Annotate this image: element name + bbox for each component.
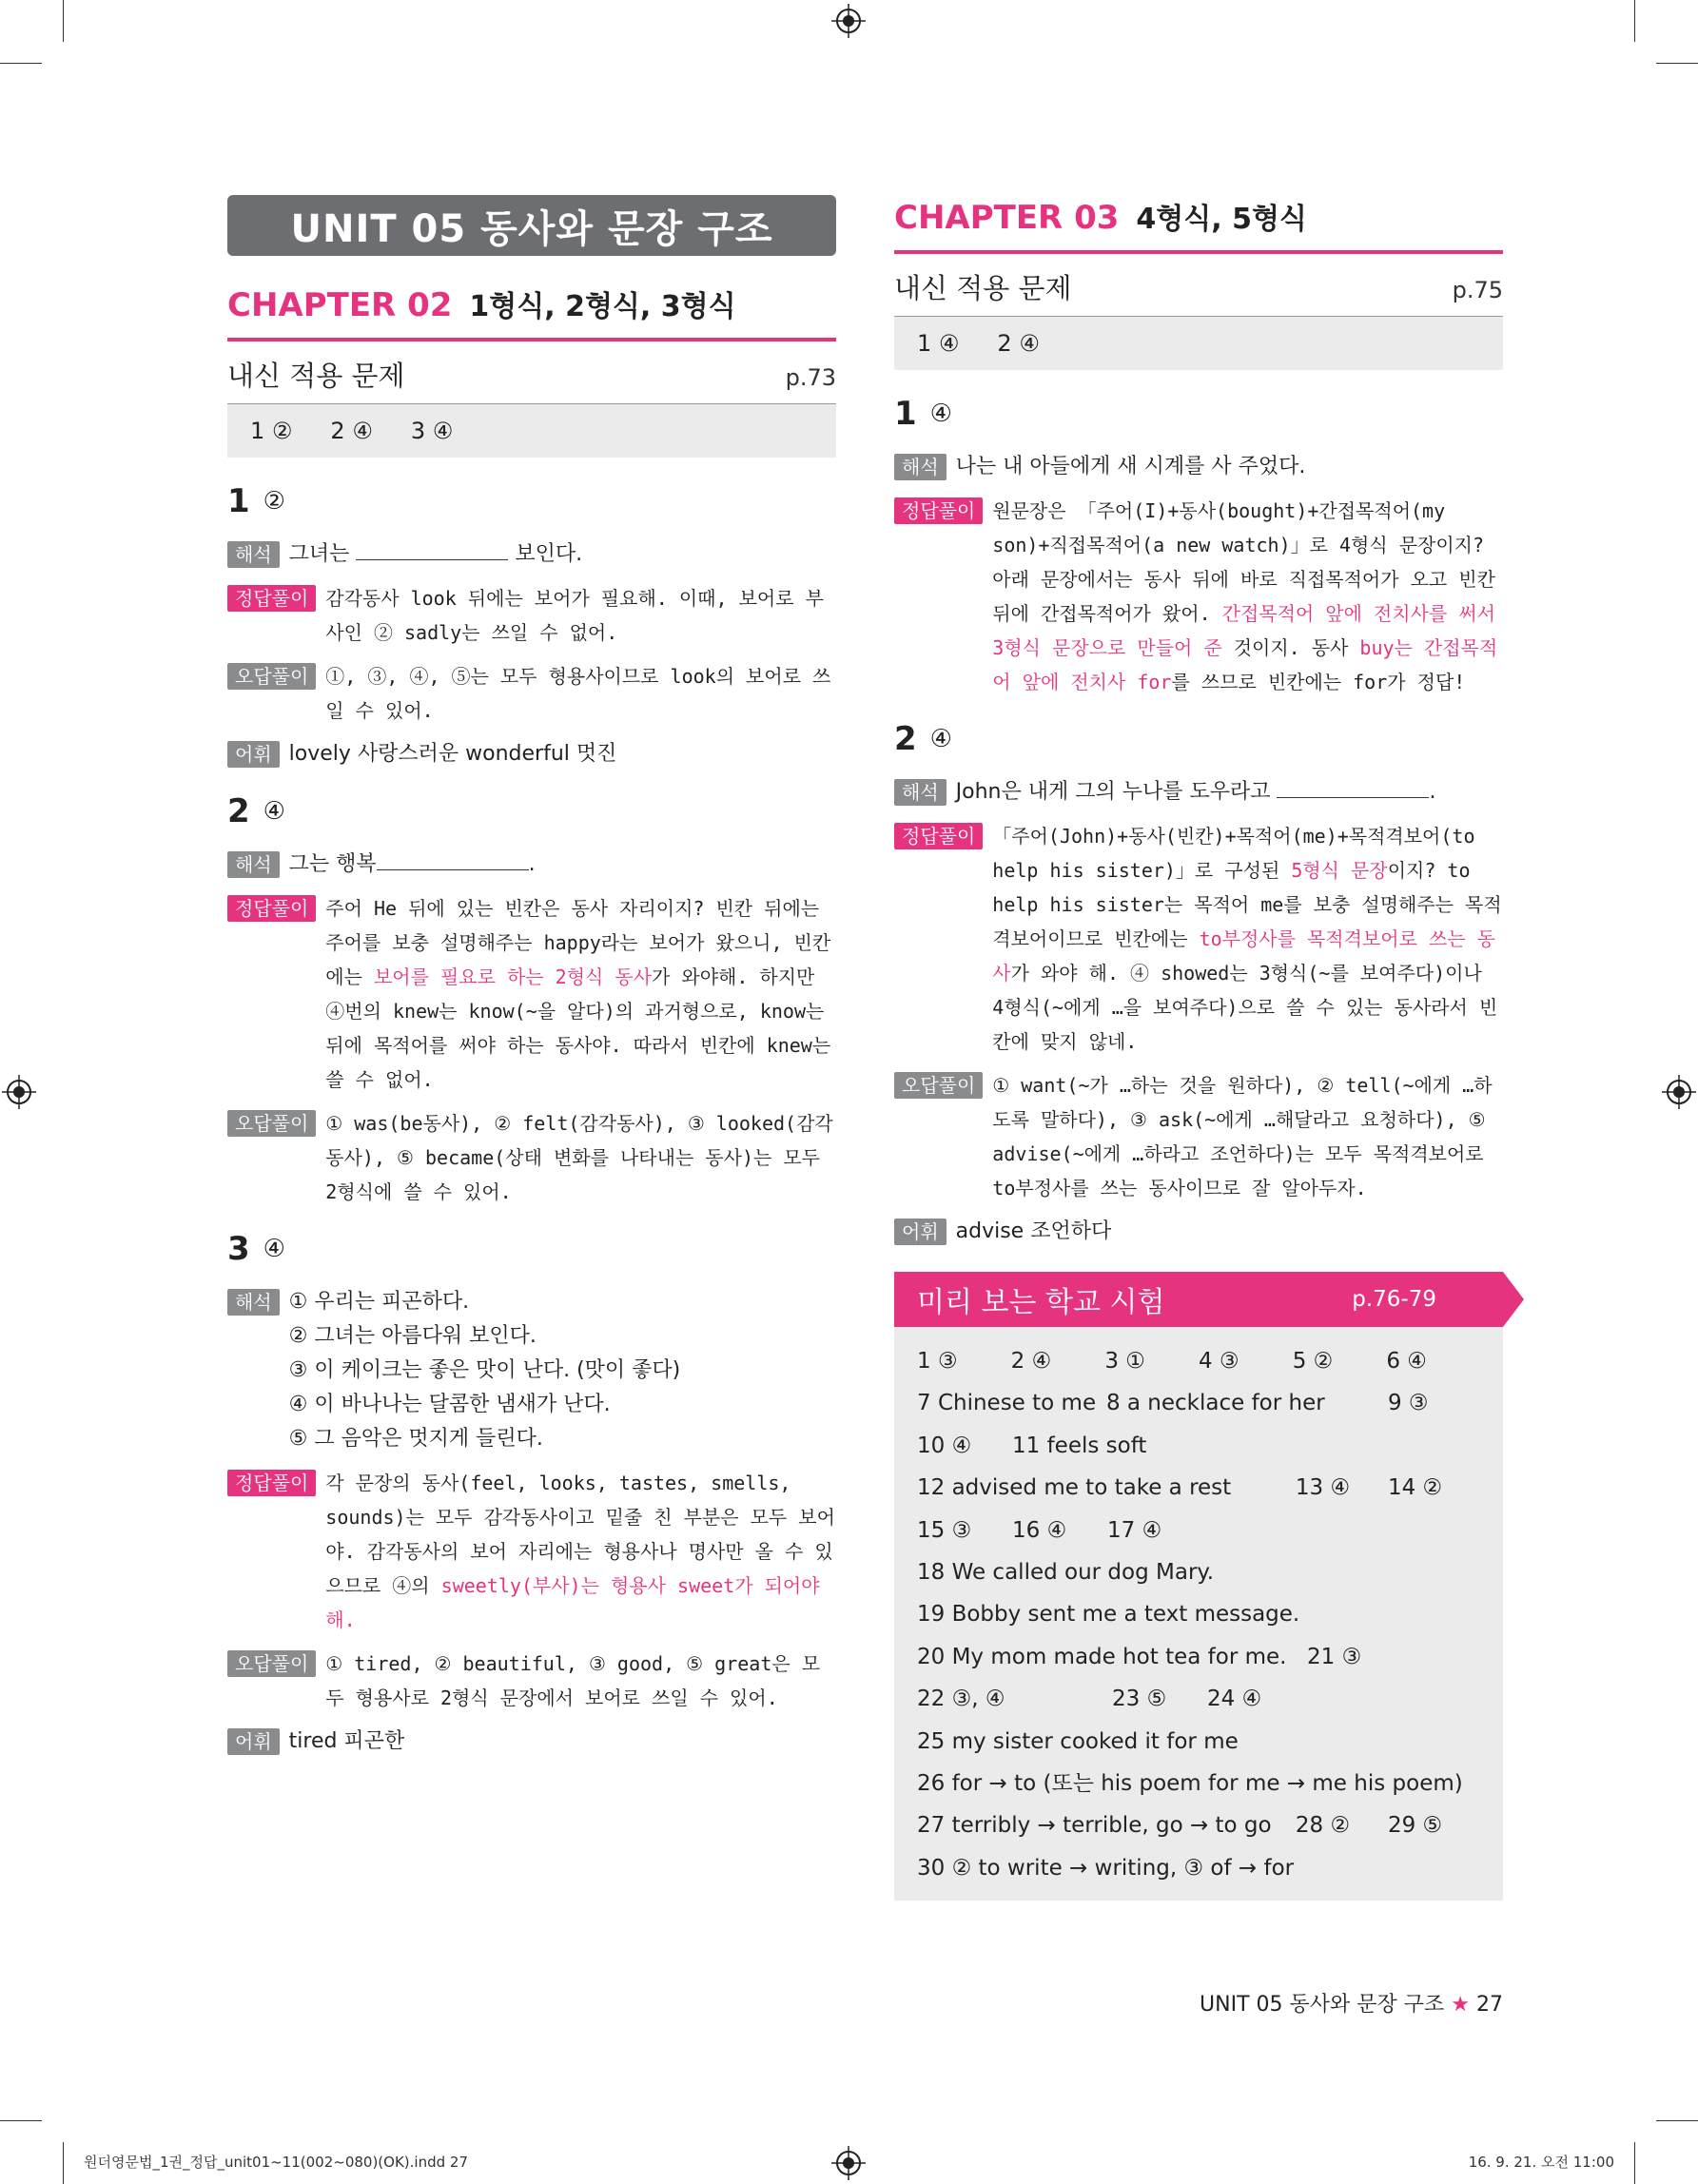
text-part: 것이지. 동사 [1221, 636, 1360, 659]
explanation-row [894, 450, 1503, 484]
tag-haeseok: 해석 [227, 851, 280, 878]
question-answer: ② [263, 487, 285, 516]
tag-odap: 오답풀이 [227, 1110, 316, 1137]
answer-cell: 23 ⑤ [1112, 1687, 1167, 1712]
running-footer [1200, 1988, 1503, 2018]
registration-mark-icon [1662, 1075, 1696, 1109]
translation-list [289, 1285, 836, 1456]
school-test-box [894, 1272, 1503, 1901]
text-part: 이지? to help his sister는 목적어 me를 보충 설명해주는 목적격보어이므로 빈칸에는 [992, 859, 1502, 950]
wrong-answer-explanation: ① tired, ② beautiful, ③ good, ⑤ great은 모두 형용사로 2형식 문장에서 보어로 쓰일 수 있어. [325, 1652, 821, 1709]
translation-text [289, 537, 836, 572]
answer-row [917, 1425, 1480, 1467]
answer-cell: 17 ④ [1107, 1517, 1162, 1543]
question-number [894, 395, 1503, 433]
answer-cell: 30 ② to write → writing, ③ of → for [917, 1855, 1295, 1881]
registration-mark-icon [831, 2146, 866, 2180]
text-part: . [528, 852, 536, 876]
section-title: 내신 적용 문제 [894, 272, 1072, 304]
vocab-text: advise 조언하다 [955, 1219, 1112, 1243]
highlight-text: buy는 간접목적어 앞에 전치사 for [992, 636, 1498, 693]
answer-cell: 6 ④ [1386, 1349, 1427, 1374]
crop-mark [0, 2120, 42, 2121]
answer-cell: 13 ④ [1295, 1475, 1351, 1501]
translation-text [289, 848, 836, 882]
answer-row [917, 1467, 1480, 1509]
question-number [227, 482, 836, 520]
answer-cell: 15 ③ [917, 1517, 972, 1543]
explanation-row [227, 1647, 836, 1715]
answer-explanation [325, 891, 836, 1097]
answer-explanation [992, 819, 1503, 1059]
explanation-row [894, 1068, 1503, 1205]
explanation-row [894, 775, 1503, 809]
school-test-page: p.76-79 [1352, 1287, 1436, 1312]
answer-row [917, 1763, 1480, 1804]
chapter-number: CHAPTER 03 [894, 199, 1120, 237]
text-part: 가 와야 해. ④ showed는 3형식(~를 보여주다)이나 4형식(~에게 …을 보여주다)으로 쓸 수 있는 동사라서 빈칸에 맞지 않네. [992, 962, 1498, 1053]
text-part: 를 쓰므로 빈칸에는 for가 정답! [1171, 671, 1466, 693]
question-answer: ④ [929, 725, 952, 753]
answer-cell: 18 We called our dog Mary. [917, 1560, 1215, 1586]
star-icon: ★ [1451, 1993, 1470, 2017]
question-answer: ④ [263, 797, 285, 826]
answer-cell: 5 ② [1292, 1349, 1334, 1374]
answer-cell: 11 feels soft [1012, 1433, 1147, 1458]
chapter-header [227, 283, 836, 341]
tag-odap: 오답풀이 [227, 663, 316, 690]
text-part: 「주어(John)+동사(빈칸)+목적어(me)+목적격보어(to help his sister)」로 구성된 [992, 825, 1475, 882]
answer-cell: 2 ④ [1010, 1349, 1052, 1374]
answer-row [917, 1340, 1480, 1382]
wrong-answer-explanation: ①, ③, ④, ⑤는 모두 형용사이므로 look의 보어로 쓰일 수 있어. [325, 665, 831, 722]
question-answer: ④ [263, 1235, 285, 1263]
question-num: 3 [227, 1230, 250, 1268]
print-slug-file: 원더영문법_1권_정답_unit01~11(002~080)(OK).indd 27 [84, 2154, 468, 2171]
answer-blank [377, 848, 529, 870]
tag-odap: 오답풀이 [894, 1072, 983, 1099]
school-test-answers [894, 1327, 1503, 1901]
answer-item: 1 ④ [917, 330, 960, 357]
chapter-title: 1형식, 2형식, 3형식 [469, 290, 736, 323]
explanation-row [894, 819, 1503, 1059]
tag-vocab: 어휘 [894, 1219, 947, 1245]
explanation-row [227, 1285, 836, 1456]
crop-mark [63, 2142, 64, 2184]
text-part: 그녀는 [288, 542, 350, 566]
answer-explanation [992, 494, 1503, 699]
answer-cell: 28 ② [1295, 1813, 1351, 1839]
crop-mark [1634, 0, 1635, 42]
text-part: . [1429, 780, 1436, 804]
tag-haeseok: 해석 [227, 541, 280, 568]
explanation-row [894, 494, 1503, 699]
answer-row [917, 1636, 1480, 1678]
section-header [894, 254, 1503, 317]
crop-mark [63, 0, 64, 42]
explanation-row [227, 737, 836, 771]
answer-cell: 19 Bobby sent me a text message. [917, 1602, 1300, 1628]
tag-haeseok: 해석 [894, 454, 947, 480]
list-item: ③ 이 케이크는 좋은 맛이 난다. (맛이 좋다) [288, 1358, 681, 1382]
school-test-header [894, 1272, 1503, 1327]
section-title: 내신 적용 문제 [227, 360, 405, 392]
registration-mark-icon [2, 1075, 36, 1109]
answer-explanation: 감각동사 look 뒤에는 보어가 필요해. 이때, 보어로 부사인 ② sadly는 쓰일 수 없어. [325, 587, 824, 644]
page-number: 27 [1476, 1993, 1503, 2017]
answer-cell: 25 my sister cooked it for me [917, 1728, 1239, 1754]
tag-haeseok: 해석 [894, 779, 947, 806]
answer-summary [227, 404, 836, 458]
tag-jeongdap: 정답풀이 [227, 895, 316, 922]
translation-text [956, 775, 1503, 809]
school-test-title: 미리 보는 학교 시험 [917, 1286, 1165, 1319]
explanation-row [227, 1725, 836, 1759]
highlight-text: 5형식 문장 [1291, 859, 1388, 882]
tag-jeongdap: 정답풀이 [894, 497, 983, 524]
tag-jeongdap: 정답풀이 [227, 585, 316, 612]
answer-cell: 9 ③ [1387, 1391, 1429, 1416]
registration-mark-icon [831, 4, 866, 38]
text-part: 원문장은 「주어(I)+동사(bought)+간접목적어(my son)+직접목적어(a new watch)」로 4형식 문장이지? 아래 문장에서는 동사 뒤에 바로 직접목적어가 오고 빈칸 뒤에 간접목적어가 왔어. [992, 499, 1495, 625]
explanation-row [227, 581, 836, 650]
answer-item: 1 ② [250, 418, 293, 444]
explanation-row [227, 537, 836, 572]
explanation-row [227, 1466, 836, 1637]
explanation-row [227, 659, 836, 728]
highlight-text: sweetly(부사)는 형용사 sweet가 되어야 해. [325, 1574, 820, 1631]
answer-cell: 20 My mom made hot tea for me. [917, 1644, 1287, 1669]
list-item: ① 우리는 피곤하다. [288, 1290, 470, 1314]
answer-cell: 16 ④ [1012, 1517, 1067, 1543]
answer-cell: 26 for → to (또는 his poem for me → me his poem) [917, 1771, 1463, 1797]
answer-explanation [325, 1466, 836, 1637]
tag-jeongdap: 정답풀이 [227, 1470, 316, 1496]
text-part: 그는 행복 [288, 852, 377, 876]
tag-vocab: 어휘 [227, 1728, 280, 1755]
text-part: 가 와야해. 하지만 ④번의 knew는 know(~을 알다)의 과거형으로, know는 뒤에 목적어를 써야 하는 동사야. 따라서 빈칸에 knew는 쓸 수 없어. [325, 965, 831, 1091]
answer-cell: 21 ③ [1307, 1644, 1362, 1669]
explanation-row [227, 891, 836, 1097]
answer-blank [356, 537, 508, 560]
answer-row [917, 1382, 1480, 1424]
question-number [227, 1230, 836, 1268]
answer-item: 3 ④ [410, 418, 454, 444]
question-num: 2 [894, 720, 917, 758]
answer-cell: 1 ③ [917, 1349, 958, 1374]
answer-row [917, 1721, 1480, 1763]
text-part: 주어 He 뒤에 있는 빈칸은 동사 자리이지? 빈칸 뒤에는 주어를 보충 설명해주는 happy라는 보어가 왔으니, 빈칸에는 [325, 897, 831, 988]
answer-cell: 4 ③ [1199, 1349, 1239, 1374]
tag-jeongdap: 정답풀이 [894, 823, 983, 849]
crop-mark [0, 63, 42, 64]
question-number [894, 720, 1503, 758]
translation-text: 나는 내 아들에게 새 시계를 사 주었다. [955, 455, 1306, 478]
crop-mark [1656, 63, 1698, 64]
section-header [227, 341, 836, 404]
answer-item: 2 ④ [330, 418, 373, 444]
tag-odap: 오답풀이 [227, 1650, 316, 1677]
answer-row [917, 1510, 1480, 1551]
left-column [227, 195, 836, 1768]
answer-cell: 10 ④ [917, 1433, 972, 1458]
answer-row [917, 1847, 1480, 1889]
text-part: 각 문장의 동사(feel, looks, tastes, smells, sounds)는 모두 감각동사이고 밑줄 친 부분은 모두 보어야. 감각동사의 보어 자리에는 형용사나 명사만 올 수 있으므로 ④의 [325, 1472, 835, 1597]
chapter-header [894, 195, 1503, 254]
explanation-row [894, 1215, 1503, 1249]
question-num: 2 [227, 792, 250, 830]
text-part: 보인다. [515, 542, 583, 566]
unit-banner: UNIT 05 동사와 문장 구조 [227, 195, 836, 256]
list-item: ④ 이 바나나는 달콤한 냄새가 난다. [288, 1393, 611, 1416]
list-item: ⑤ 그 음악은 멋지게 들린다. [288, 1427, 543, 1451]
question-num: 1 [894, 395, 917, 433]
question-number [227, 792, 836, 830]
answer-row [917, 1593, 1480, 1635]
answer-row [917, 1804, 1480, 1846]
highlight-text: 간접목적어 앞에 전치사를 써서 3형식 문장으로 만들어 준 [992, 602, 1495, 659]
wrong-answer-explanation: ① want(~가 …하는 것을 원하다), ② tell(~에게 …하도록 말하다), ③ ask(~에게 …해달라고 요청하다), ⑤ advise(~에게 …하라고 조언하다)는 모두 목적격보어로 to부정사를 쓰는 동사이므로 잘 알아두자. [992, 1074, 1493, 1199]
answer-cell: 14 ② [1387, 1475, 1443, 1501]
answer-row [917, 1678, 1480, 1720]
text-part: John은 내게 그의 누나를 도우라고 [955, 780, 1271, 804]
answer-cell: 7 Chinese to me [917, 1391, 1097, 1416]
vocab-text: tired 피곤한 [288, 1729, 405, 1753]
answer-blank [1277, 775, 1429, 798]
list-item: ② 그녀는 아름다워 보인다. [288, 1324, 537, 1348]
chapter-number: CHAPTER 02 [227, 286, 453, 324]
section-page: p.73 [785, 364, 836, 391]
answer-cell: 22 ③, ④ [917, 1687, 1005, 1712]
answer-cell: 27 terribly → terrible, go → to go [917, 1813, 1272, 1839]
answer-item: 2 ④ [997, 330, 1040, 357]
vocab-text: lovely 사랑스러운 wonderful 멋진 [288, 742, 617, 766]
chapter-title: 4형식, 5형식 [1136, 203, 1307, 236]
footer-unit: UNIT 05 동사와 문장 구조 [1200, 1993, 1445, 2017]
tag-haeseok: 해석 [227, 1289, 280, 1316]
question-answer: ④ [929, 400, 952, 428]
answer-cell: 24 ④ [1207, 1687, 1262, 1712]
crop-mark [1656, 2120, 1698, 2121]
highlight-text: to부정사를 목적격보어로 쓰는 동사 [992, 927, 1495, 985]
answer-cell: 3 ① [1104, 1349, 1145, 1374]
explanation-row [227, 848, 836, 882]
answer-cell: 29 ⑤ [1387, 1813, 1443, 1839]
highlight-text: 보어를 필요로 하는 2형식 동사 [373, 965, 653, 988]
section-page: p.75 [1452, 277, 1503, 303]
explanation-row [227, 1106, 836, 1209]
answer-cell: 8 a necklace for her [1105, 1391, 1325, 1416]
print-slug-date: 16. 9. 21. 오전 11:00 [1468, 2154, 1614, 2171]
question-num: 1 [227, 482, 250, 520]
answer-summary [894, 317, 1503, 370]
answer-row [917, 1551, 1480, 1593]
tag-vocab: 어휘 [227, 741, 280, 768]
right-column [894, 195, 1503, 1901]
wrong-answer-explanation: ① was(be동사), ② felt(감각동사), ③ looked(감각동사), ⑤ became(상태 변화를 나타내는 동사)는 모두 2형식에 쓸 수 있어. [325, 1112, 833, 1203]
answer-cell: 12 advised me to take a rest [917, 1475, 1232, 1501]
crop-mark [1634, 2142, 1635, 2184]
